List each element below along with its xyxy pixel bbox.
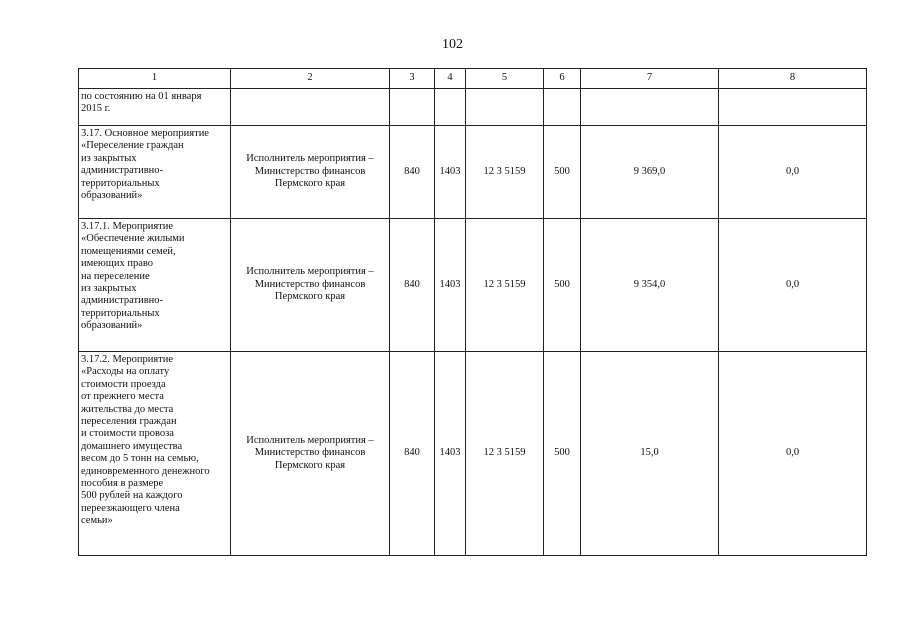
row-amount-7: 15,0	[581, 352, 719, 556]
row-code-4: 1403	[435, 352, 466, 556]
table-header-row	[79, 69, 867, 89]
row-code-5	[466, 89, 544, 126]
row-description: по состоянию на 01 января 2015 г.	[79, 89, 231, 126]
row-amount-7: 9 369,0	[581, 126, 719, 219]
row-code-3: 840	[390, 352, 435, 556]
row-description: 3.17. Основное мероприятие «Переселение граждан из закрытых административно- территориальных образований»	[79, 126, 231, 219]
row-code-6: 500	[544, 219, 581, 352]
row-executor: Исполнитель мероприятия – Министерство финансов Пермского края	[231, 219, 390, 352]
row-amount-8: 0,0	[719, 219, 867, 352]
column-header: 7	[581, 69, 719, 89]
row-code-3: 840	[390, 126, 435, 219]
column-header: 4	[435, 69, 466, 89]
table-row	[79, 219, 867, 352]
row-code-5: 12 3 5159	[466, 352, 544, 556]
column-header: 5	[466, 69, 544, 89]
row-code-6	[544, 89, 581, 126]
column-header: 8	[719, 69, 867, 89]
column-header: 1	[79, 69, 231, 89]
row-code-5: 12 3 5159	[466, 219, 544, 352]
table-row	[79, 89, 867, 126]
row-code-3	[390, 89, 435, 126]
column-header: 2	[231, 69, 390, 89]
row-code-6: 500	[544, 126, 581, 219]
row-amount-7: 9 354,0	[581, 219, 719, 352]
row-amount-8: 0,0	[719, 126, 867, 219]
table-row	[79, 126, 867, 219]
column-header: 6	[544, 69, 581, 89]
row-description: 3.17.2. Мероприятие «Расходы на оплату стоимости проезда от прежнего места жительства до места переселения граждан и стоимости провоза домашнего имущества весом до 5 тонн на семью, единовременного денежного пособия в размере 500 рублей на каждого переезжающего члена семьи»	[79, 352, 231, 556]
budget-table	[78, 68, 867, 556]
row-code-3: 840	[390, 219, 435, 352]
row-code-5: 12 3 5159	[466, 126, 544, 219]
table-row	[79, 352, 867, 556]
row-amount-7	[581, 89, 719, 126]
column-header: 3	[390, 69, 435, 89]
row-code-6: 500	[544, 352, 581, 556]
row-description: 3.17.1. Мероприятие «Обеспечение жилыми помещениями семей, имеющих право на переселение из закрытых административно- территориальных образований»	[79, 219, 231, 352]
row-amount-8: 0,0	[719, 352, 867, 556]
page-number: 102	[442, 37, 463, 52]
row-executor: Исполнитель мероприятия – Министерство финансов Пермского края	[231, 126, 390, 219]
row-executor: Исполнитель мероприятия – Министерство финансов Пермского края	[231, 352, 390, 556]
row-amount-8	[719, 89, 867, 126]
row-code-4	[435, 89, 466, 126]
row-code-4: 1403	[435, 126, 466, 219]
row-code-4: 1403	[435, 219, 466, 352]
row-executor	[231, 89, 390, 126]
